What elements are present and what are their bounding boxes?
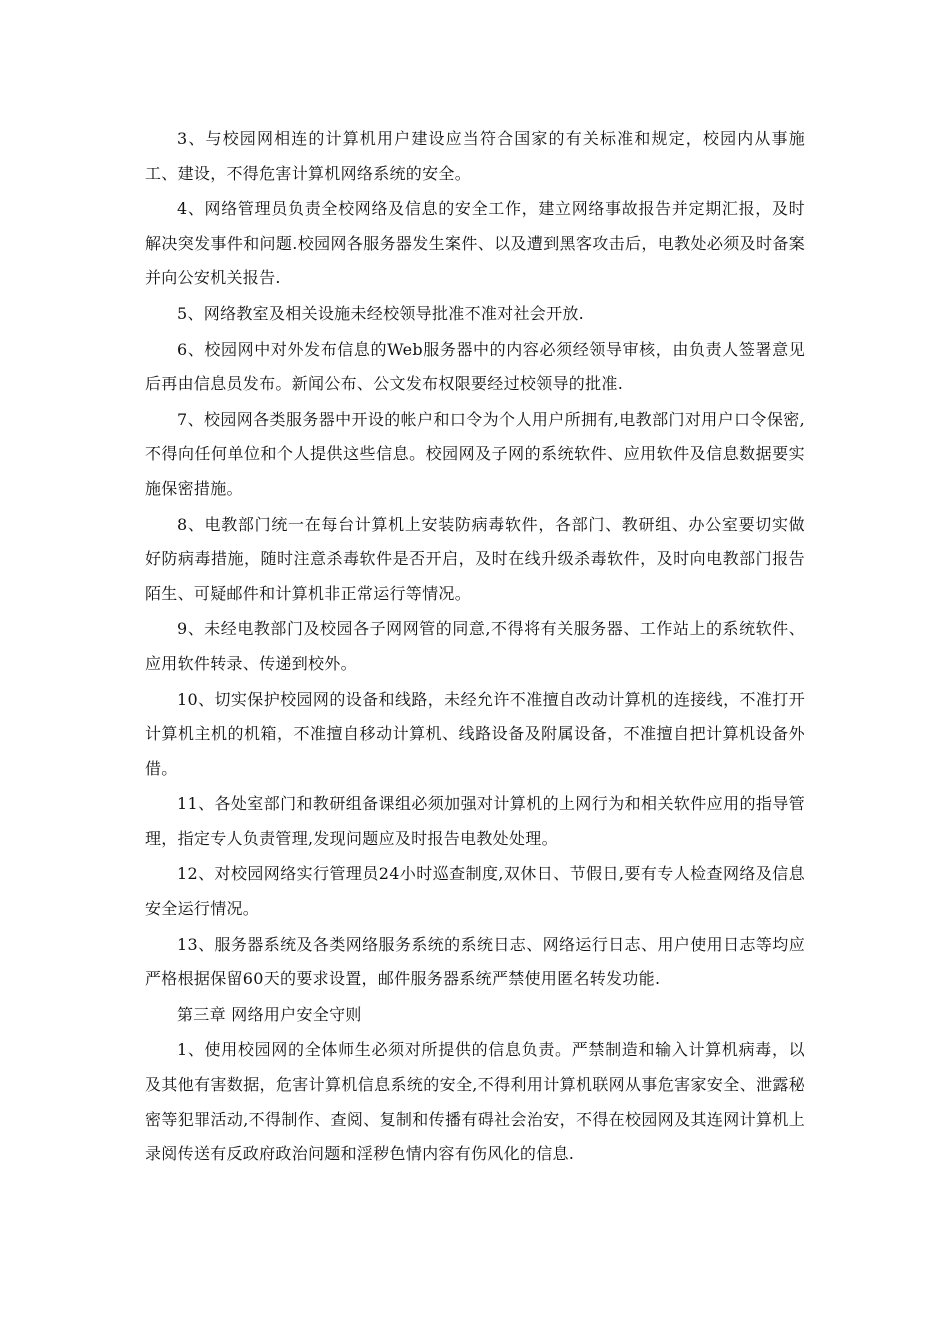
paragraph-7: 7、校园网各类服务器中开设的帐户和口令为个人用户所拥有,电教部门对用户口令保密,不得向任何单位和个人提供这些信息。校园网及子网的系统软件、应用软件及信息数据要实施保密措施。	[145, 409, 805, 498]
paragraph-5: 5、网络教室及相关设施未经校领导批准不准对社会开放.	[177, 303, 585, 323]
paragraph-4: 4、网络管理员负责全校网络及信息的安全工作，建立网络事故报告并定期汇报，及时解决突发事件和问题.校园网各服务器发生案件、以及遭到黑客攻击后，电教处必须及时备案并向公安机关报告.	[145, 199, 805, 288]
document-body	[145, 122, 805, 1173]
paragraph-10: 10、切实保护校园网的设备和线路，未经允许不准擅自改动计算机的连接线，不准打开计算机主机的机箱，不准擅自移动计算机、线路设备及附属设备，不准擅自把计算机设备外借。	[145, 689, 805, 778]
paragraph-6: 6、校园网中对外发布信息的Web服务器中的内容必须经领导审核，由负责人签署意见后再由信息员发布。新闻公布、公文发布权限要经过校领导的批准.	[145, 339, 805, 394]
paragraph-11: 11、各处室部门和教研组备课组必须加强对计算机的上网行为和相关软件应用的指导管理，指定专人负责管理,发现问题应及时报告电教处处理。	[145, 794, 805, 848]
paragraph-12: 12、对校园网络实行管理员24小时巡查制度,双休日、节假日,要有专人检查网络及信息安全运行情况。	[145, 864, 805, 919]
chapter-heading: 第三章 网络用户安全守则	[177, 1004, 362, 1024]
paragraph-9: 9、未经电教部门及校园各子网网管的同意,不得将有关服务器、工作站上的系统软件、应用软件转录、传递到校外。	[145, 619, 805, 673]
paragraph-13: 13、服务器系统及各类网络服务系统的系统日志、网络运行日志、用户使用日志等均应严格根据保留60天的要求设置，邮件服务器系统严禁使用匿名转发功能.	[145, 934, 805, 989]
paragraph-3: 3、与校园网相连的计算机用户建设应当符合国家的有关标准和规定，校园内从事施工、建设，不得危害计算机网络系统的安全。	[145, 129, 805, 183]
chapter-paragraph-1: 1、使用校园网的全体师生必须对所提供的信息负责。严禁制造和输入计算机病毒，以及其他有害数据，危害计算机信息系统的安全,不得利用计算机联网从事危害家安全、泄露秘密等犯罪活动,不得制作、查阅、复制和传播有碍社会治安，不得在校园网及其连网计算机上录阅传送有反政府政治问题和淫秽色情内容有伤风化的信息.	[145, 1040, 805, 1164]
paragraph-8: 8、电教部门统一在每台计算机上安装防病毒软件，各部门、教研组、办公室要切实做好防病毒措施，随时注意杀毒软件是否开启，及时在线升级杀毒软件，及时向电教部门报告陌生、可疑邮件和计算机非正常运行等情况。	[145, 514, 805, 603]
